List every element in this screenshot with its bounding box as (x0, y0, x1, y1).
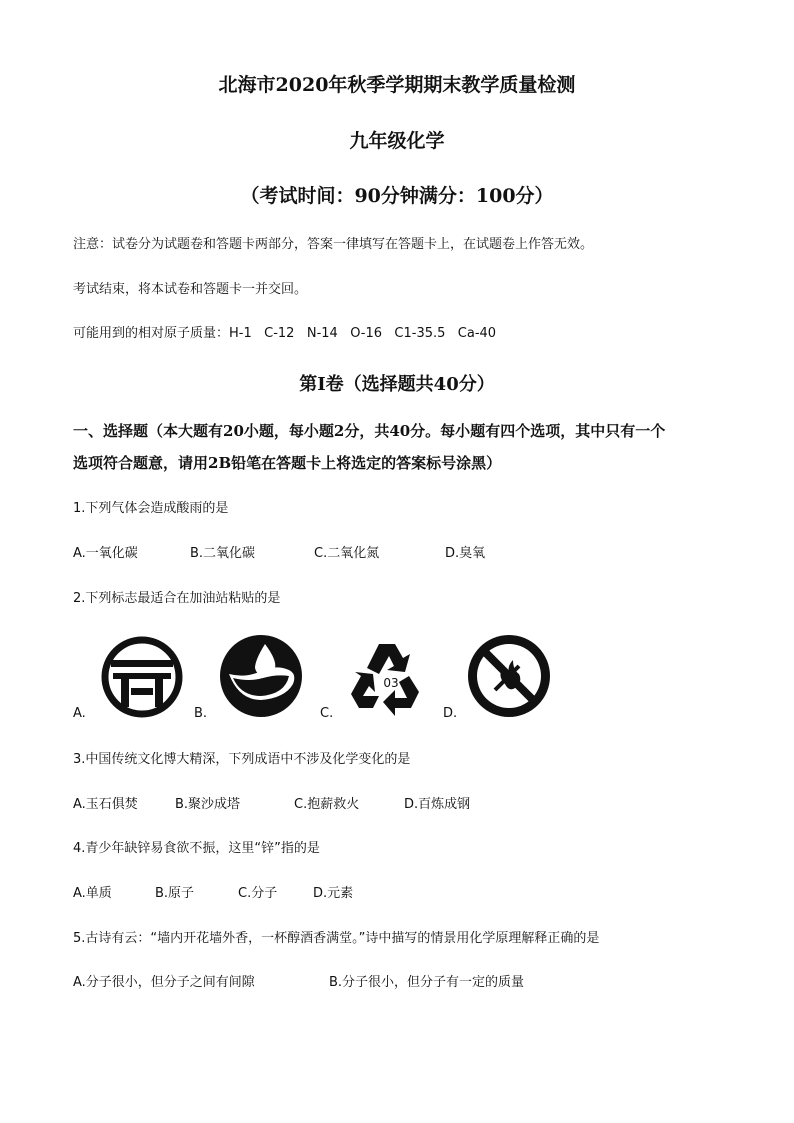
question-3-option-b: B.聚沙成塔 (175, 797, 241, 812)
question-2-stem: 2.下列标志最适合在加油站粘贴的是 (73, 591, 281, 606)
section-title: 第Ⅰ卷（选择题共40分） (299, 374, 495, 395)
question-1-option-a: A.一氧化碳 (73, 546, 138, 561)
question-2-option-d: D. (443, 706, 458, 721)
question-4-option-a: A.单质 (73, 886, 112, 901)
note-submit: 考试结束，将本试卷和答题卡一并交回。 (73, 282, 308, 297)
question-3-stem: 3.中国传统文化博大精深，下列成语中不涉及化学变化的是 (73, 752, 411, 767)
question-4-option-b: B.原子 (155, 886, 195, 901)
no-fire-sign-icon (467, 634, 551, 718)
note-attention: 注意：试卷分为试题卷和答题卡两部分，答案一律填写在答题卡上，在试题卷上作答无效。 (73, 237, 594, 252)
water-saving-sign-icon (101, 636, 183, 718)
question-3-option-a: A.玉石俱焚 (73, 797, 138, 812)
question-4-stem: 4.青少年缺锌易食欲不振，这里“锌”指的是 (73, 841, 320, 856)
question-1-option-c: C.二氧化氮 (314, 546, 380, 561)
question-4-option-c: C.分子 (238, 886, 278, 901)
question-1-stem: 1.下列气体会造成酸雨的是 (73, 501, 229, 516)
recycle-number-label: 03 (383, 676, 399, 690)
exam-info: （考试时间：90分钟满分：100分） (240, 185, 554, 207)
question-3-option-d: D.百炼成钢 (404, 797, 471, 812)
note-atomic-mass: 可能用到的相对原子质量：H-1 C-12 N-14 O-16 C1-35.5 Ca-40 (73, 326, 497, 341)
recycling-03-sign-icon (349, 636, 433, 718)
water-drop-sign-icon (219, 634, 303, 718)
question-1-option-b: B.二氧化碳 (190, 546, 256, 561)
question-2-option-a: A. (73, 706, 86, 721)
question-5-stem: 5.古诗有云：“墙内开花墙外香，一杯醇酒香满堂。”诗中描写的情景用化学原理解释正确的是 (73, 931, 600, 946)
question-2-option-b: B. (194, 706, 208, 721)
question-5-option-a: A.分子很小，但分子之间有间隙 (73, 975, 255, 990)
question-2-option-c: C. (320, 706, 334, 721)
question-5-option-b: B.分子很小，但分子有一定的质量 (329, 975, 525, 990)
question-3-option-c: C.抱薪救火 (294, 797, 360, 812)
section-instructions-line1: 一、选择题（本大题有20小题，每小题2分，共40分。每小题有四个选项，其中只有一个 (73, 422, 666, 440)
exam-title: 北海市2020年秋季学期期末教学质量检测 (218, 74, 576, 96)
exam-subtitle: 九年级化学 (349, 130, 445, 152)
question-1-option-d: D.臭氧 (445, 546, 486, 561)
section-instructions-line2: 选项符合题意，请用2B铅笔在答题卡上将选定的答案标号涂黑） (73, 454, 502, 472)
question-4-option-d: D.元素 (313, 886, 354, 901)
